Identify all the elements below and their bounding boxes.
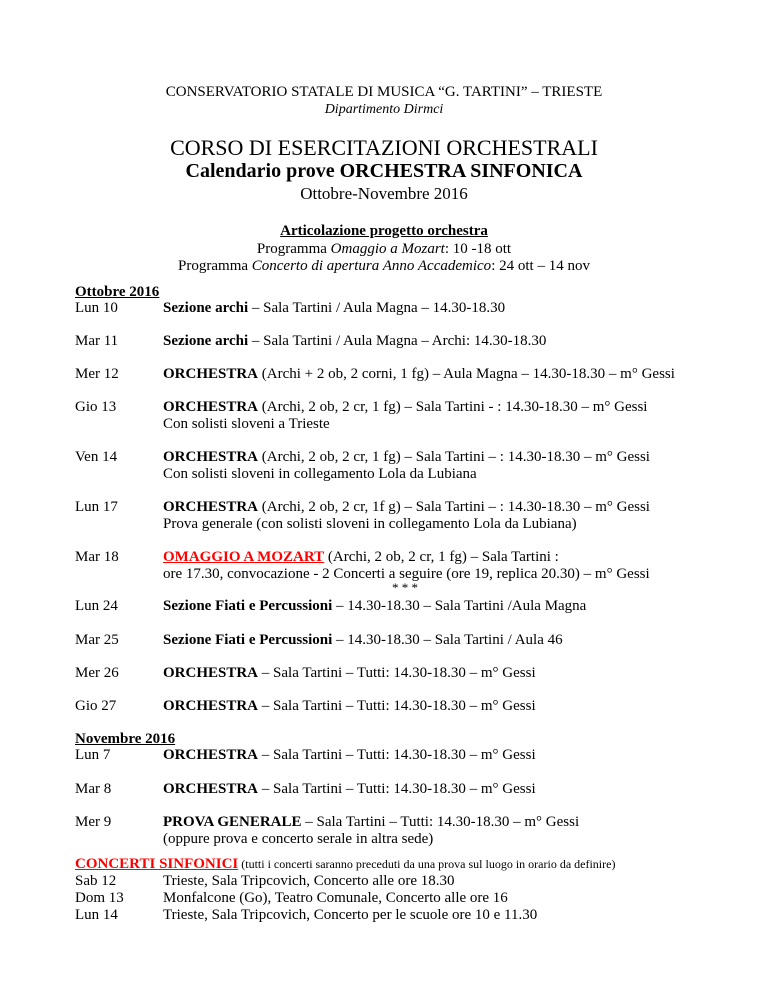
institution-name: CONSERVATORIO STATALE DI MUSICA “G. TARTINI” – TRIESTE [165,84,603,100]
entry-description: ORCHESTRA – Sala Tartini – Tutti: 14.30-18.30 – m° Gessi [163,698,536,714]
concert-details: Monfalcone (Go), Teatro Comunale, Concerto alle ore 16 [163,890,508,906]
entry-day: Lun 7 [75,747,111,763]
entry-day: Mar 8 [75,781,112,797]
course-title: CORSO DI ESERCITAZIONI ORCHESTRALI [170,135,598,160]
concert-day: Sab 12 [75,873,117,889]
project-line-mozart: Programma Omaggio a Mozart: 10 -18 ott [256,241,512,257]
entry-description: ORCHESTRA – Sala Tartini – Tutti: 14.30-18.30 – m° Gessi [163,747,536,763]
entry-day: Gio 27 [75,698,117,714]
section-separator: * * * [392,580,418,595]
entry-day: Lun 24 [75,598,118,614]
entry-day: Mer 9 [75,814,112,830]
entry-description: ORCHESTRA – Sala Tartini – Tutti: 14.30-18.30 – m° Gessi [163,781,536,797]
entry-description: Sezione Fiati e Percussioni – 14.30-18.30 – Sala Tartini /Aula Magna [163,598,587,614]
entry-description: PROVA GENERALE – Sala Tartini – Tutti: 14.30-18.30 – m° Gessi [163,814,580,830]
entry-day: Gio 13 [75,399,117,415]
concert-details: Trieste, Sala Tripcovich, Concerto alle ore 18.30 [163,873,455,889]
month-heading-october: Ottobre 2016 [75,284,160,300]
period-subtitle: Ottobre-Novembre 2016 [300,184,468,203]
concert-day: Lun 14 [75,907,118,923]
concert-details: Trieste, Sala Tripcovich, Concerto per le scuole ore 10 e 11.30 [163,907,538,923]
project-line-concerto: Programma Concerto di apertura Anno Accademico: 24 ott – 14 nov [178,258,590,274]
entry-description: Sezione archi – Sala Tartini / Aula Magna – 14.30-18.30 [163,300,506,316]
department-name: Dipartimento Dirmci [324,102,444,117]
entry-description: Sezione archi – Sala Tartini / Aula Magna – Archi: 14.30-18.30 [163,333,547,349]
entry-description: ORCHESTRA (Archi, 2 ob, 2 cr, 1f g) – Sala Tartini – : 14.30-18.30 – m° Gessi [163,499,650,515]
entry-day: Lun 10 [75,300,118,316]
entry-note: ore 17.30, convocazione - 2 Concerti a seguire (ore 19, replica 20.30) – m° Gessi [163,566,650,582]
entry-day: Ven 14 [75,449,118,465]
entry-note: Con solisti sloveni a Trieste [163,416,330,432]
entry-day: Mer 26 [75,665,119,681]
entry-day: Mer 12 [75,366,119,382]
event-highlight: OMAGGIO A MOZART [163,549,325,565]
entry-description: ORCHESTRA (Archi, 2 ob, 2 cr, 1 fg) – Sala Tartini - : 14.30-18.30 – m° Gessi [163,399,648,415]
entry-description: ORCHESTRA – Sala Tartini – Tutti: 14.30-18.30 – m° Gessi [163,665,536,681]
concerts-heading: CONCERTI SINFONICI (tutti i concerti saranno preceduti da una prova sul luogo in orario da definire) [75,856,616,872]
entry-description: Sezione Fiati e Percussioni – 14.30-18.30 – Sala Tartini / Aula 46 [163,632,563,648]
entry-day: Mar 25 [75,632,119,648]
calendar-title: Calendario prove ORCHESTRA SINFONICA [185,160,583,182]
entry-note: Prova generale (con solisti sloveni in collegamento Lola da Lubiana) [163,516,577,532]
entry-note: Con solisti sloveni in collegamento Lola da Lubiana [163,466,477,482]
concert-day: Dom 13 [75,890,124,906]
entry-description: OMAGGIO A MOZART (Archi, 2 ob, 2 cr, 1 fg) – Sala Tartini : [163,549,559,565]
entry-day: Lun 17 [75,499,118,515]
entry-description: ORCHESTRA (Archi, 2 ob, 2 cr, 1 fg) – Sala Tartini – : 14.30-18.30 – m° Gessi [163,449,650,465]
project-heading: Articolazione progetto orchestra [280,223,488,239]
concerts-note: (tutti i concerti saranno preceduti da una prova sul luogo in orario da definire) [238,857,616,871]
entry-day: Mar 11 [75,333,119,349]
entry-description: ORCHESTRA (Archi + 2 ob, 2 corni, 1 fg) – Aula Magna – 14.30-18.30 – m° Gessi [163,366,675,382]
month-heading-november: Novembre 2016 [75,731,176,747]
entry-note: (oppure prova e concerto serale in altra sede) [163,831,434,847]
entry-day: Mar 18 [75,549,119,565]
